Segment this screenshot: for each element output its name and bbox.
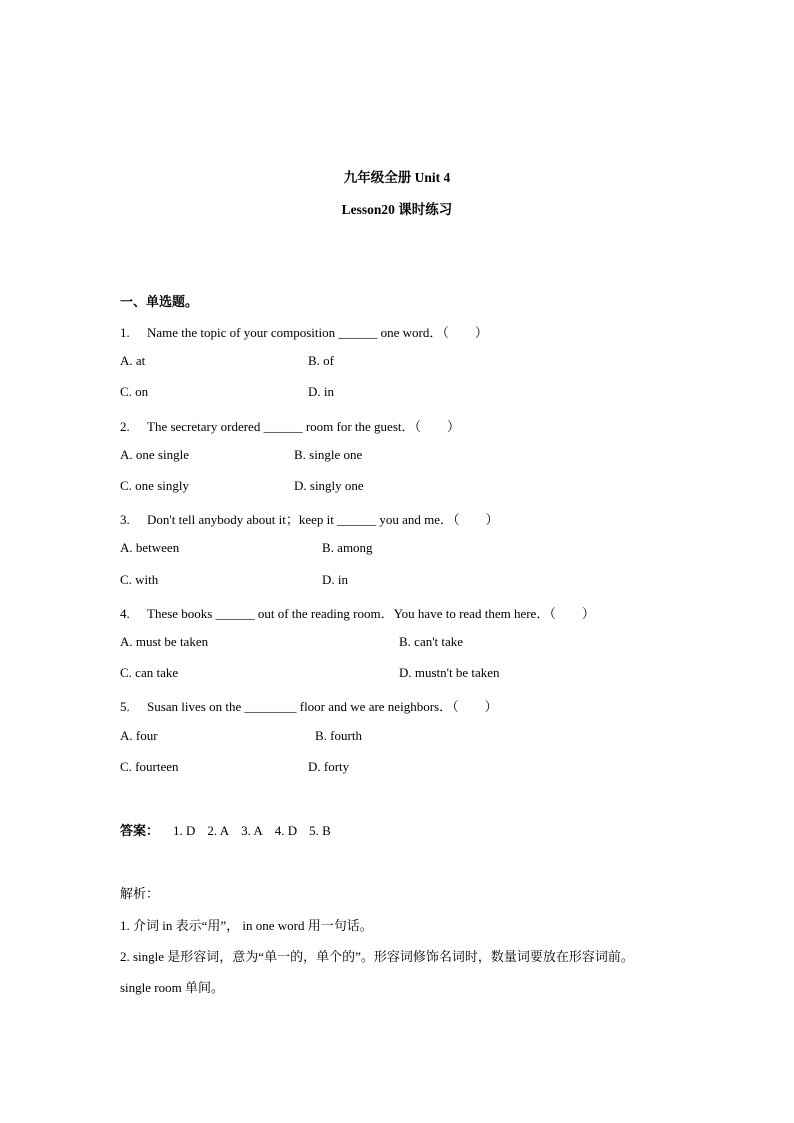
- options-row-1: [120, 634, 720, 652]
- question-text: Susan lives on the ________ floor and we are neighbors．（ ）: [147, 699, 498, 714]
- option-d: D. in: [308, 384, 334, 399]
- option-c: C. fourteen: [120, 759, 179, 774]
- option-b: B. can't take: [399, 634, 464, 649]
- option-b: B. among: [322, 540, 373, 555]
- question-number: 2.: [120, 419, 130, 434]
- options-row-2: [120, 384, 720, 402]
- document-subtitle: Lesson20 课时练习: [341, 202, 453, 217]
- question-5: [120, 696, 498, 715]
- option-b: B. of: [308, 353, 334, 368]
- option-b: B. fourth: [315, 728, 362, 743]
- options-row-1: [120, 540, 720, 558]
- option-b: B. single one: [294, 447, 363, 462]
- question-text: Don't tell anybody about it；keep it ______ you and me．（ ）: [147, 512, 499, 527]
- option-a: A. at: [120, 353, 146, 368]
- options-row-2: [120, 572, 720, 590]
- option-d: D. mustn't be taken: [399, 665, 500, 680]
- question-4: [120, 603, 595, 622]
- option-a: A. four: [120, 728, 158, 743]
- answer-item: 1. D: [173, 823, 196, 838]
- question-1: [120, 322, 488, 341]
- question-text: The secretary ordered ______ room for the guest．（ ）: [147, 419, 460, 434]
- options-row-2: [120, 759, 720, 777]
- section-title: 一、单选题。: [120, 294, 199, 309]
- options-row-1: [120, 447, 720, 465]
- answer-key: [120, 820, 343, 839]
- question-number: 3.: [120, 512, 130, 527]
- option-c: C. can take: [120, 665, 179, 680]
- option-d: D. forty: [308, 759, 350, 774]
- answer-item: 4. D: [274, 823, 298, 838]
- option-d: D. singly one: [294, 478, 364, 493]
- option-a: A. one single: [120, 447, 189, 462]
- analysis-label: 解析：: [120, 886, 160, 901]
- question-text: These books ______ out of the reading room．You have to read them here．（ ）: [147, 606, 595, 621]
- question-number: 4.: [120, 606, 130, 621]
- options-row-1: [120, 353, 720, 371]
- option-c: C. with: [120, 572, 159, 587]
- question-number: 1.: [120, 325, 130, 340]
- question-2: [120, 416, 460, 435]
- question-number: 5.: [120, 699, 130, 714]
- option-a: A. between: [120, 540, 180, 555]
- document-title: 九年级全册 Unit 4: [343, 170, 451, 185]
- question-text: Name the topic of your composition ______ one word．（ ）: [147, 325, 488, 340]
- option-c: C. one singly: [120, 478, 189, 493]
- question-3: [120, 509, 499, 528]
- answer-item: 3. A: [241, 823, 263, 838]
- options-row-1: [120, 728, 720, 746]
- option-a: A. must be taken: [120, 634, 209, 649]
- analysis-line-3: single room 单间。: [120, 980, 224, 995]
- answer-item: 2. A: [207, 823, 230, 838]
- option-c: C. on: [120, 384, 149, 399]
- answer-label: 答案：: [120, 823, 160, 838]
- options-row-2: [120, 478, 720, 496]
- analysis-line-2: 2. single 是形容词，意为“单一的，单个的”。形容词修饰名词时，数量词要放在形容词前。: [120, 949, 634, 964]
- options-row-2: [120, 665, 720, 683]
- analysis-line-1: 1. 介词 in 表示“用”， in one word 用一句话。: [120, 918, 373, 933]
- answer-item: 5. B: [309, 823, 331, 838]
- option-d: D. in: [322, 572, 348, 587]
